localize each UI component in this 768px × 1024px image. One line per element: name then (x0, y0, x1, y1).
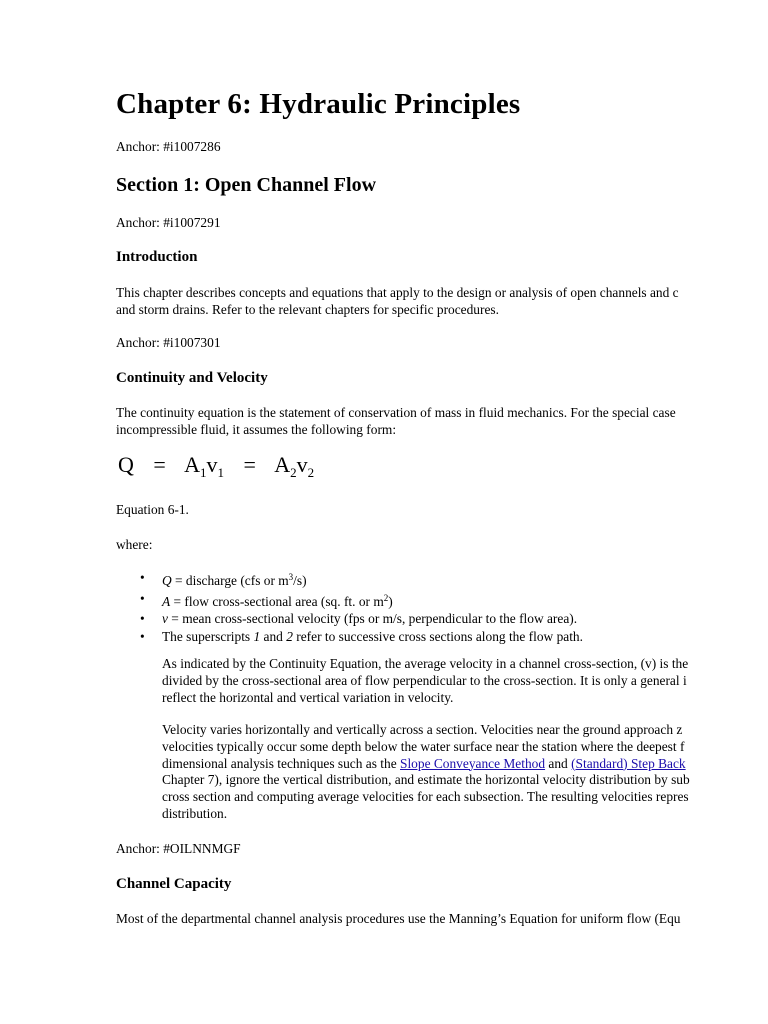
eq-a2-sub: 2 (290, 465, 297, 480)
list-item: • v = mean cross-sectional velocity (fps or m/s, perpendicular to the flow area). (116, 610, 583, 628)
continuity-text-line: The continuity equation is the statement of conservation of mass in fluid mechanics. For the special case (116, 405, 676, 420)
intro-heading: Introduction (116, 249, 198, 265)
channel-capacity-heading: Channel Capacity (116, 876, 232, 892)
slope-conveyance-link[interactable]: Slope Conveyance Method (400, 755, 546, 771)
where-label: where: (116, 537, 153, 552)
eq-a1-sub: 1 (200, 465, 207, 480)
eq-q: Q (118, 452, 134, 477)
eq-v1: v (206, 452, 218, 477)
variable-list (116, 569, 583, 645)
velocity-paragraph-2: Velocity varies horizontally and vertically across a section. Velocities near the ground approach z velocities typically occur some depth below the water surface near the station where the deepest f dimensional analysis techniques such as the Slope Conveyance Method and (Standard) Step Back Chapter 7), ignore the vertical distribution, and estimate the horizontal velocity distribution by sub cross section and computing average velocities for each subsection. The resulting velocities repres distribution. (162, 722, 690, 821)
anchor-label: Anchor: #i1007301 (116, 335, 221, 350)
velocity-paragraph-1: As indicated by the Continuity Equation, the average velocity in a channel cross-section, (v) is the divided by the cross-sectional area of flow perpendicular to the cross-section. It is only a general i reflect the horizontal and vertical variation in velocity. (162, 656, 689, 705)
eq-v1-sub: 1 (217, 465, 224, 480)
standard-step-backwater-link[interactable]: (Standard) Step Back (571, 755, 686, 771)
continuity-equation (118, 452, 314, 481)
document-page (116, 0, 768, 1024)
continuity-heading: Continuity and Velocity (116, 370, 268, 386)
section-title: Section 1: Open Channel Flow (116, 174, 377, 196)
intro-text-line: This chapter describes concepts and equations that apply to the design or analysis of open channels and c (116, 285, 679, 300)
eq-v2-sub: 2 (307, 465, 315, 480)
anchor-label: Anchor: #i1007291 (116, 215, 221, 230)
list-item: • A = flow cross-sectional area (sq. ft. or $m^2$) (116, 590, 583, 611)
eq-v2: v (296, 452, 308, 477)
list-item: • The superscripts 1 and 2 refer to successive cross sections along the flow path. (116, 628, 583, 646)
anchor-label: Anchor: #OILNNMGF (116, 841, 241, 856)
eq-equals: = (243, 452, 256, 477)
equation-label: Equation 6-1. (116, 502, 189, 517)
eq-a2: A (274, 452, 291, 477)
list-item: • Q = discharge (cfs or $m^3/s$) (116, 569, 583, 590)
continuity-text-line: incompressible fluid, it assumes the following form: (116, 422, 397, 437)
capacity-text-line: Most of the departmental channel analysis procedures use the Manning’s Equation for uniform flow (Equ (116, 911, 681, 926)
eq-a1: A (184, 452, 200, 477)
intro-text-line: and storm drains. Refer to the relevant chapters for specific procedures. (116, 302, 499, 317)
eq-equals: = (153, 452, 166, 477)
page-title: Chapter 6: Hydraulic Principles (116, 88, 521, 120)
anchor-label: Anchor: #i1007286 (116, 139, 221, 154)
